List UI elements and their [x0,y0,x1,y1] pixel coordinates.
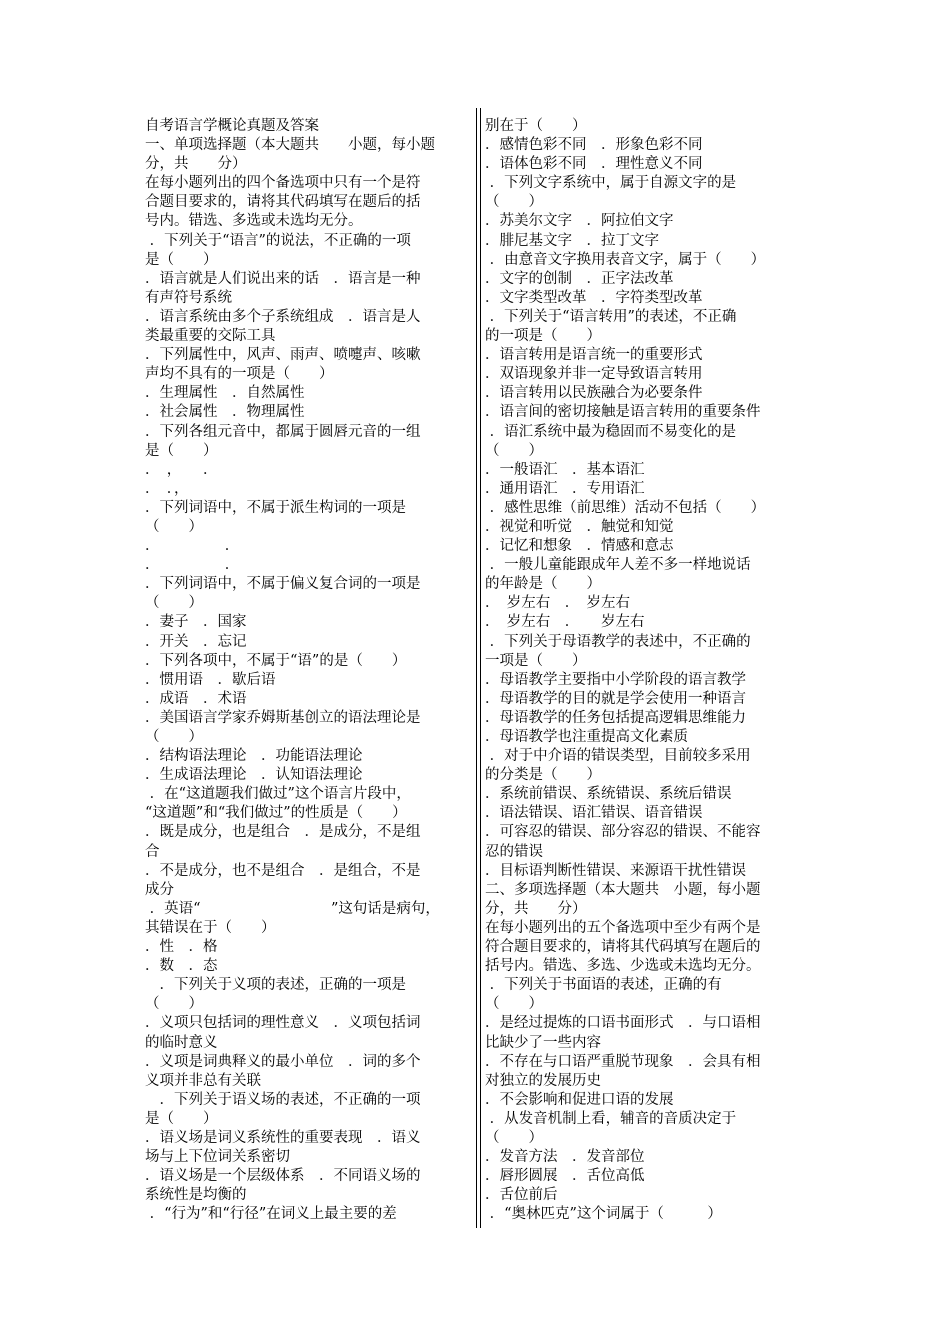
text-line: 号内。错选、多选或未选均无分。 [145,213,363,230]
text-line: ．语义场是一个层级体系 ．不同语义场的 [145,1168,421,1185]
text-line: ．通用语汇 ．专用语汇 [485,480,645,497]
column-divider [476,108,481,1228]
text-line: ．双语现象并非一定导致语言转用 [485,366,703,383]
text-line: ．文字类型改革 ．字符类型改革 [485,289,703,306]
text-line: 的分类是（ ） [485,767,601,784]
text-line: ．语义场是词义系统性的重要表现 ．语义 [145,1129,421,1146]
text-line: ． ， ． [145,461,218,478]
text-line: 比缺少了一些内容 [485,1034,601,1051]
text-line: ．母语教学的目的就是学会使用一种语言 [485,690,746,707]
text-line: ．一般语汇 ．基本语汇 [485,461,645,478]
text-line: 符合题目要求的，请将其代码填写在题后的 [485,939,761,956]
text-line: ．“奥林匹克”这个词属于（ ） [485,1206,722,1223]
text-line: ．感性思维（前思维）活动不包括（ ） [485,499,766,516]
text-line: ．惯用语 ．歇后语 [145,671,276,688]
text-line: ．视觉和听觉 ．触觉和知觉 [485,518,674,535]
text-line: （ ） [145,996,203,1013]
text-line: 忍的错误 [485,843,543,860]
text-line: （ ） [485,442,543,459]
text-line: 的临时意义 [145,1034,218,1051]
text-line: 二、多项选择题（本大题共 小题，每小题 [485,881,761,898]
text-line: 括号内。错选、多选、少选或未选均无分。 [485,958,761,975]
text-line: ．语法错误、语汇错误、语音错误 [485,805,703,822]
text-line: ．记忆和想象 ．情感和意志 [485,538,674,555]
text-line: 义项并非总有关联 [145,1072,261,1089]
text-line: ．舌位前后 [485,1187,558,1204]
text-line: ．文字的创制 ．正字法改革 [485,270,674,287]
text-line: ．下列关于义项的表述，正确的一项是 [145,977,406,994]
text-line: 有声符号系统 [145,289,232,306]
text-line: （ ） [145,729,203,745]
text-line: ．下列词语中，不属于偏义复合词的一项是 [145,576,421,593]
text-line: ． 岁左右 ． 岁左右 [485,595,630,612]
text-line: 别在于（ ） [485,118,587,134]
text-line: ．数 ．态 [145,958,218,975]
left-column [145,117,470,1224]
right-column [485,117,810,1224]
text-line: 合 [145,843,160,860]
text-line: ．从发音机制上看，辅音的音质决定于 [485,1110,737,1127]
text-line: 声均不具有的一项是（ ） [145,366,334,383]
text-line: ．生理属性 ．自然属性 [145,385,305,402]
text-line: ．不是成分，也不是组合 ．是组合，不是 [145,862,421,879]
text-line: ．下列关于“语言”的说法，不正确的一项 [145,232,411,249]
text-line: ．成语 ．术语 [145,690,247,707]
text-line: ．下列属性中，风声、雨声、喷嚏声、咳嗽 [145,347,421,364]
text-line: ．语汇系统中最为稳固而不易变化的是 [485,423,737,440]
text-line: ． ． [145,557,240,574]
text-line: 的一项是（ ） [485,328,601,345]
text-line: 对独立的发展历史 [485,1072,601,1089]
text-line: ．开关 ．忘记 [145,633,247,650]
text-line: 在每小题列出的四个备选项中只有一个是符 [145,175,421,192]
text-line: ． 岁左右 ． 岁左右 [485,614,645,631]
text-line: ．是经过提炼的口语书面形式 ．与口语相 [485,1015,761,1032]
text-line: 系统性是均衡的 [145,1187,247,1204]
text-line: 是（ ） [145,442,218,459]
text-line: ．目标语判断性错误、来源语干扰性错误 [485,862,746,879]
text-line: ．下列关于书面语的表述，正确的有 [485,977,722,994]
text-line: ．语言转用是语言统一的重要形式 [485,347,703,364]
text-line: ．不存在与口语严重脱节现象 ．会具有相 [485,1053,761,1070]
text-line: （ ） [485,194,543,211]
text-line: ．语言转用以民族融合为必要条件 [485,385,703,402]
text-line: ．苏美尔文字 ．阿拉伯文字 [485,213,674,230]
text-line: ．发音方法 ．发音部位 [485,1149,645,1166]
text-line: 在每小题列出的五个备选项中至少有两个是 [485,919,761,936]
text-line: ．唇形圆展 ．舌位高低 [485,1168,645,1185]
text-line: ． ．， [145,480,189,497]
text-line: 自考语言学概论真题及答案 [145,118,319,134]
text-line: 是（ ） [145,251,218,268]
text-line: ．语体色彩不同 ．理性意义不同 [485,156,703,173]
text-line: ．腓尼基文字 ．拉丁文字 [485,232,659,249]
text-line: ．对于中介语的错误类型，目前较多采用 [485,748,751,765]
text-line: ．性 ．格 [145,939,218,956]
text-line: ．社会属性 ．物理属性 [145,404,305,421]
text-line: 分，共 分） [485,900,587,917]
text-line: ．语言间的密切接触是语言转用的重要条件 [485,404,761,421]
text-line: 一、单项选择题（本大题共 小题，每小题 [145,137,435,154]
text-line: 的年龄是（ ） [485,576,601,593]
text-line: ．下列各项中，不属于“语”的是（ ） [145,652,407,669]
text-line: ．生成语法理论 ．认知语法理论 [145,767,363,784]
text-line: ．下列关于母语教学的表述中，不正确的 [485,633,751,650]
text-line: 一项是（ ） [485,652,587,669]
text-line: ．母语教学也注重提高文化素质 [485,729,688,745]
text-line: 场与上下位词关系密切 [145,1149,290,1166]
text-line: ．美国语言学家乔姆斯基创立的语法理论是 [145,709,421,726]
text-line: ．义项只包括词的理性意义 ．义项包括词 [145,1015,421,1032]
text-line: ．下列关于“语言转用”的表述，不正确 [485,308,737,325]
text-line: ．系统前错误、系统错误、系统后错误 [485,786,732,803]
text-line: ．结构语法理论 ．功能语法理论 [145,748,363,765]
text-line: ．感情色彩不同 ．形象色彩不同 [485,137,703,154]
text-line: （ ） [145,595,203,612]
text-line: ．妻子 ．国家 [145,614,247,631]
text-line: 类最重要的交际工具 [145,328,276,345]
text-line: ．英语“ ”这句话是病句， [145,900,440,917]
text-line: ．下列关于语义场的表述，不正确的一项 [145,1091,421,1108]
text-line: （ ） [145,518,203,535]
text-line: ．母语教学主要指中小学阶段的语言教学 [485,671,746,688]
text-line: ．可容忍的错误、部分容忍的错误、不能容 [485,824,761,841]
text-line: ．一般儿童能跟成年人差不多一样地说话 [485,557,751,574]
text-line: ．语言就是人们说出来的话 ．语言是一种 [145,270,421,287]
text-line: ．母语教学的任务包括提高逻辑思维能力 [485,709,746,726]
text-line: ． ． [145,538,240,555]
text-line: 分，共 分） [145,156,247,173]
text-line: “这道题”和“我们做过”的性质是（ ） [145,805,407,822]
text-line: ．“行为”和“行径”在词义上最主要的差 [145,1206,397,1223]
text-line: 合题目要求的，请将其代码填写在题后的括 [145,194,421,211]
text-line: ．不会影响和促进口语的发展 [485,1091,674,1108]
text-line: ．既是成分，也是组合 ．是成分，不是组 [145,824,421,841]
text-line: （ ） [485,996,543,1013]
text-line: ．义项是词典释义的最小单位 ．词的多个 [145,1053,421,1070]
text-line: 其错误在于（ ） [145,919,276,936]
text-line: ．下列各组元音中，都属于圆唇元音的一组 [145,423,421,440]
text-line: ．下列词语中，不属于派生构词的一项是 [145,499,406,516]
text-line: 成分 [145,881,174,898]
text-line: 是（ ） [145,1110,218,1127]
text-line: （ ） [485,1129,543,1146]
text-line: ．在“这道题我们做过”这个语言片段中， [145,786,411,803]
text-line: ．下列文字系统中，属于自源文字的是 [485,175,737,192]
text-line: ．语言系统由多个子系统组成 ．语言是人 [145,308,421,325]
text-line: ．由意音文字换用表音文字，属于（ ） [485,251,766,268]
